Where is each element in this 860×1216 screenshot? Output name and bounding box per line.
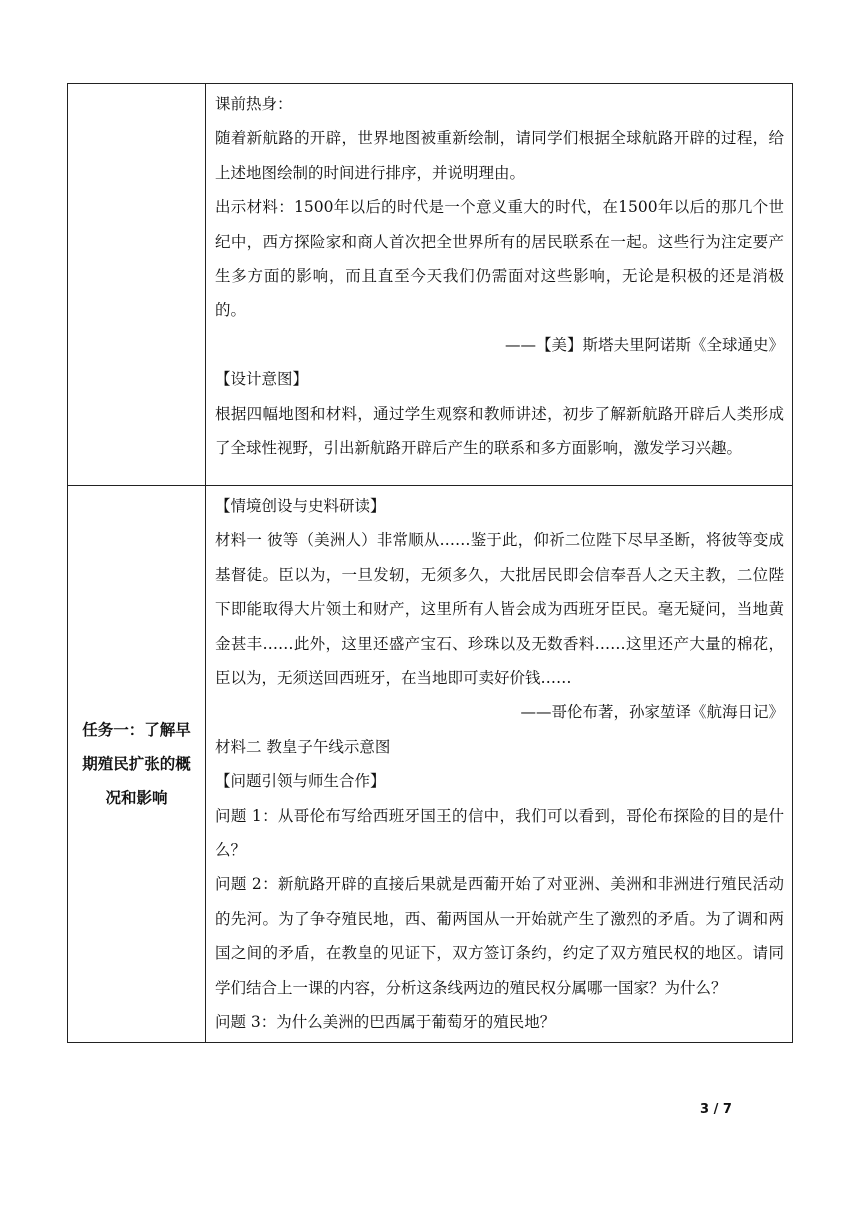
page-number: 3 / 7 [700, 1102, 732, 1117]
task-one-row [68, 486, 793, 1043]
warmup-content-cell [206, 84, 793, 486]
warmup-left-cell [68, 84, 206, 486]
task-one-left-cell [68, 486, 206, 1043]
question-guide-heading: 【问题引领与师生合作】 [215, 772, 386, 791]
design-intent-text: 根据四幅地图和材料，通过学生观察和教师讲述，初步了解新航路开辟后人类形成了全球性视野，引出新航路开辟后产生的联系和多方面影响，激发学习兴趣。 [215, 404, 784, 458]
design-intent-heading: 【设计意图】 [215, 370, 309, 389]
question-one: 问题 1：从哥伦布写给西班牙国王的信中，我们可以看到，哥伦布探险的目的是什么？ [215, 806, 784, 860]
material-one: 材料一 彼等（美洲人）非常顺从……鉴于此，仰祈二位陛下尽早圣断，将彼等变成基督徒。臣以为，一旦发轫，无须多久，大批居民即会信奉吾人之天主教，二位陛下即能取得大片领土和财产，这里所有人皆会成为西班牙臣民。毫无疑问，当地黄金甚丰……此外，这里还盛产宝石、珍珠以及无数香料……这里还产大量的棉花，臣以为，无须送回西班牙，在当地即可卖好价钱…… [215, 531, 784, 688]
question-three: 问题 3：为什么美洲的巴西属于葡萄牙的殖民地？ [215, 1013, 556, 1032]
task-one-title: 任务一：了解早期殖民扩张的概况和影响 [82, 720, 191, 807]
task-one-content-cell [206, 486, 793, 1043]
lesson-plan-table [67, 83, 793, 1043]
warmup-source: ——【美】斯塔夫里阿诺斯《全球通史》 [504, 335, 784, 354]
warmup-row [68, 84, 793, 486]
warmup-instruction: 随着新航路的开辟，世界地图被重新绘制，请同学们根据全球航路开辟的过程，给上述地图绘制的时间进行排序，并说明理由。 [215, 129, 784, 182]
scenario-heading: 【情境创设与史料研读】 [215, 497, 386, 515]
material-one-source: ——哥伦布著，孙家堃译《航海日记》 [520, 703, 784, 722]
warmup-heading: 课前热身： [215, 95, 293, 113]
material-two: 材料二 教皇子午线示意图 [215, 737, 391, 756]
question-two: 问题 2：新航路开辟的直接后果就是西葡开始了对亚洲、美洲和非洲进行殖民活动的先河。为了争夺殖民地，西、葡两国从一开始就产生了激烈的矛盾。为了调和两国之间的矛盾，在教皇的见证下，双方签订条约，约定了双方殖民权的地区。请同学们结合上一课的内容，分析这条线两边的殖民权分属哪一国家？为什么？ [215, 875, 784, 997]
warmup-material: 出示材料：1500年以后的时代是一个意义重大的时代，在1500年以后的那几个世纪中，西方探险家和商人首次把全世界所有的居民联系在一起。这些行为注定要产生多方面的影响，而且直至今天我们仍需面对这些影响，无论是积极的还是消极的。 [215, 198, 784, 320]
